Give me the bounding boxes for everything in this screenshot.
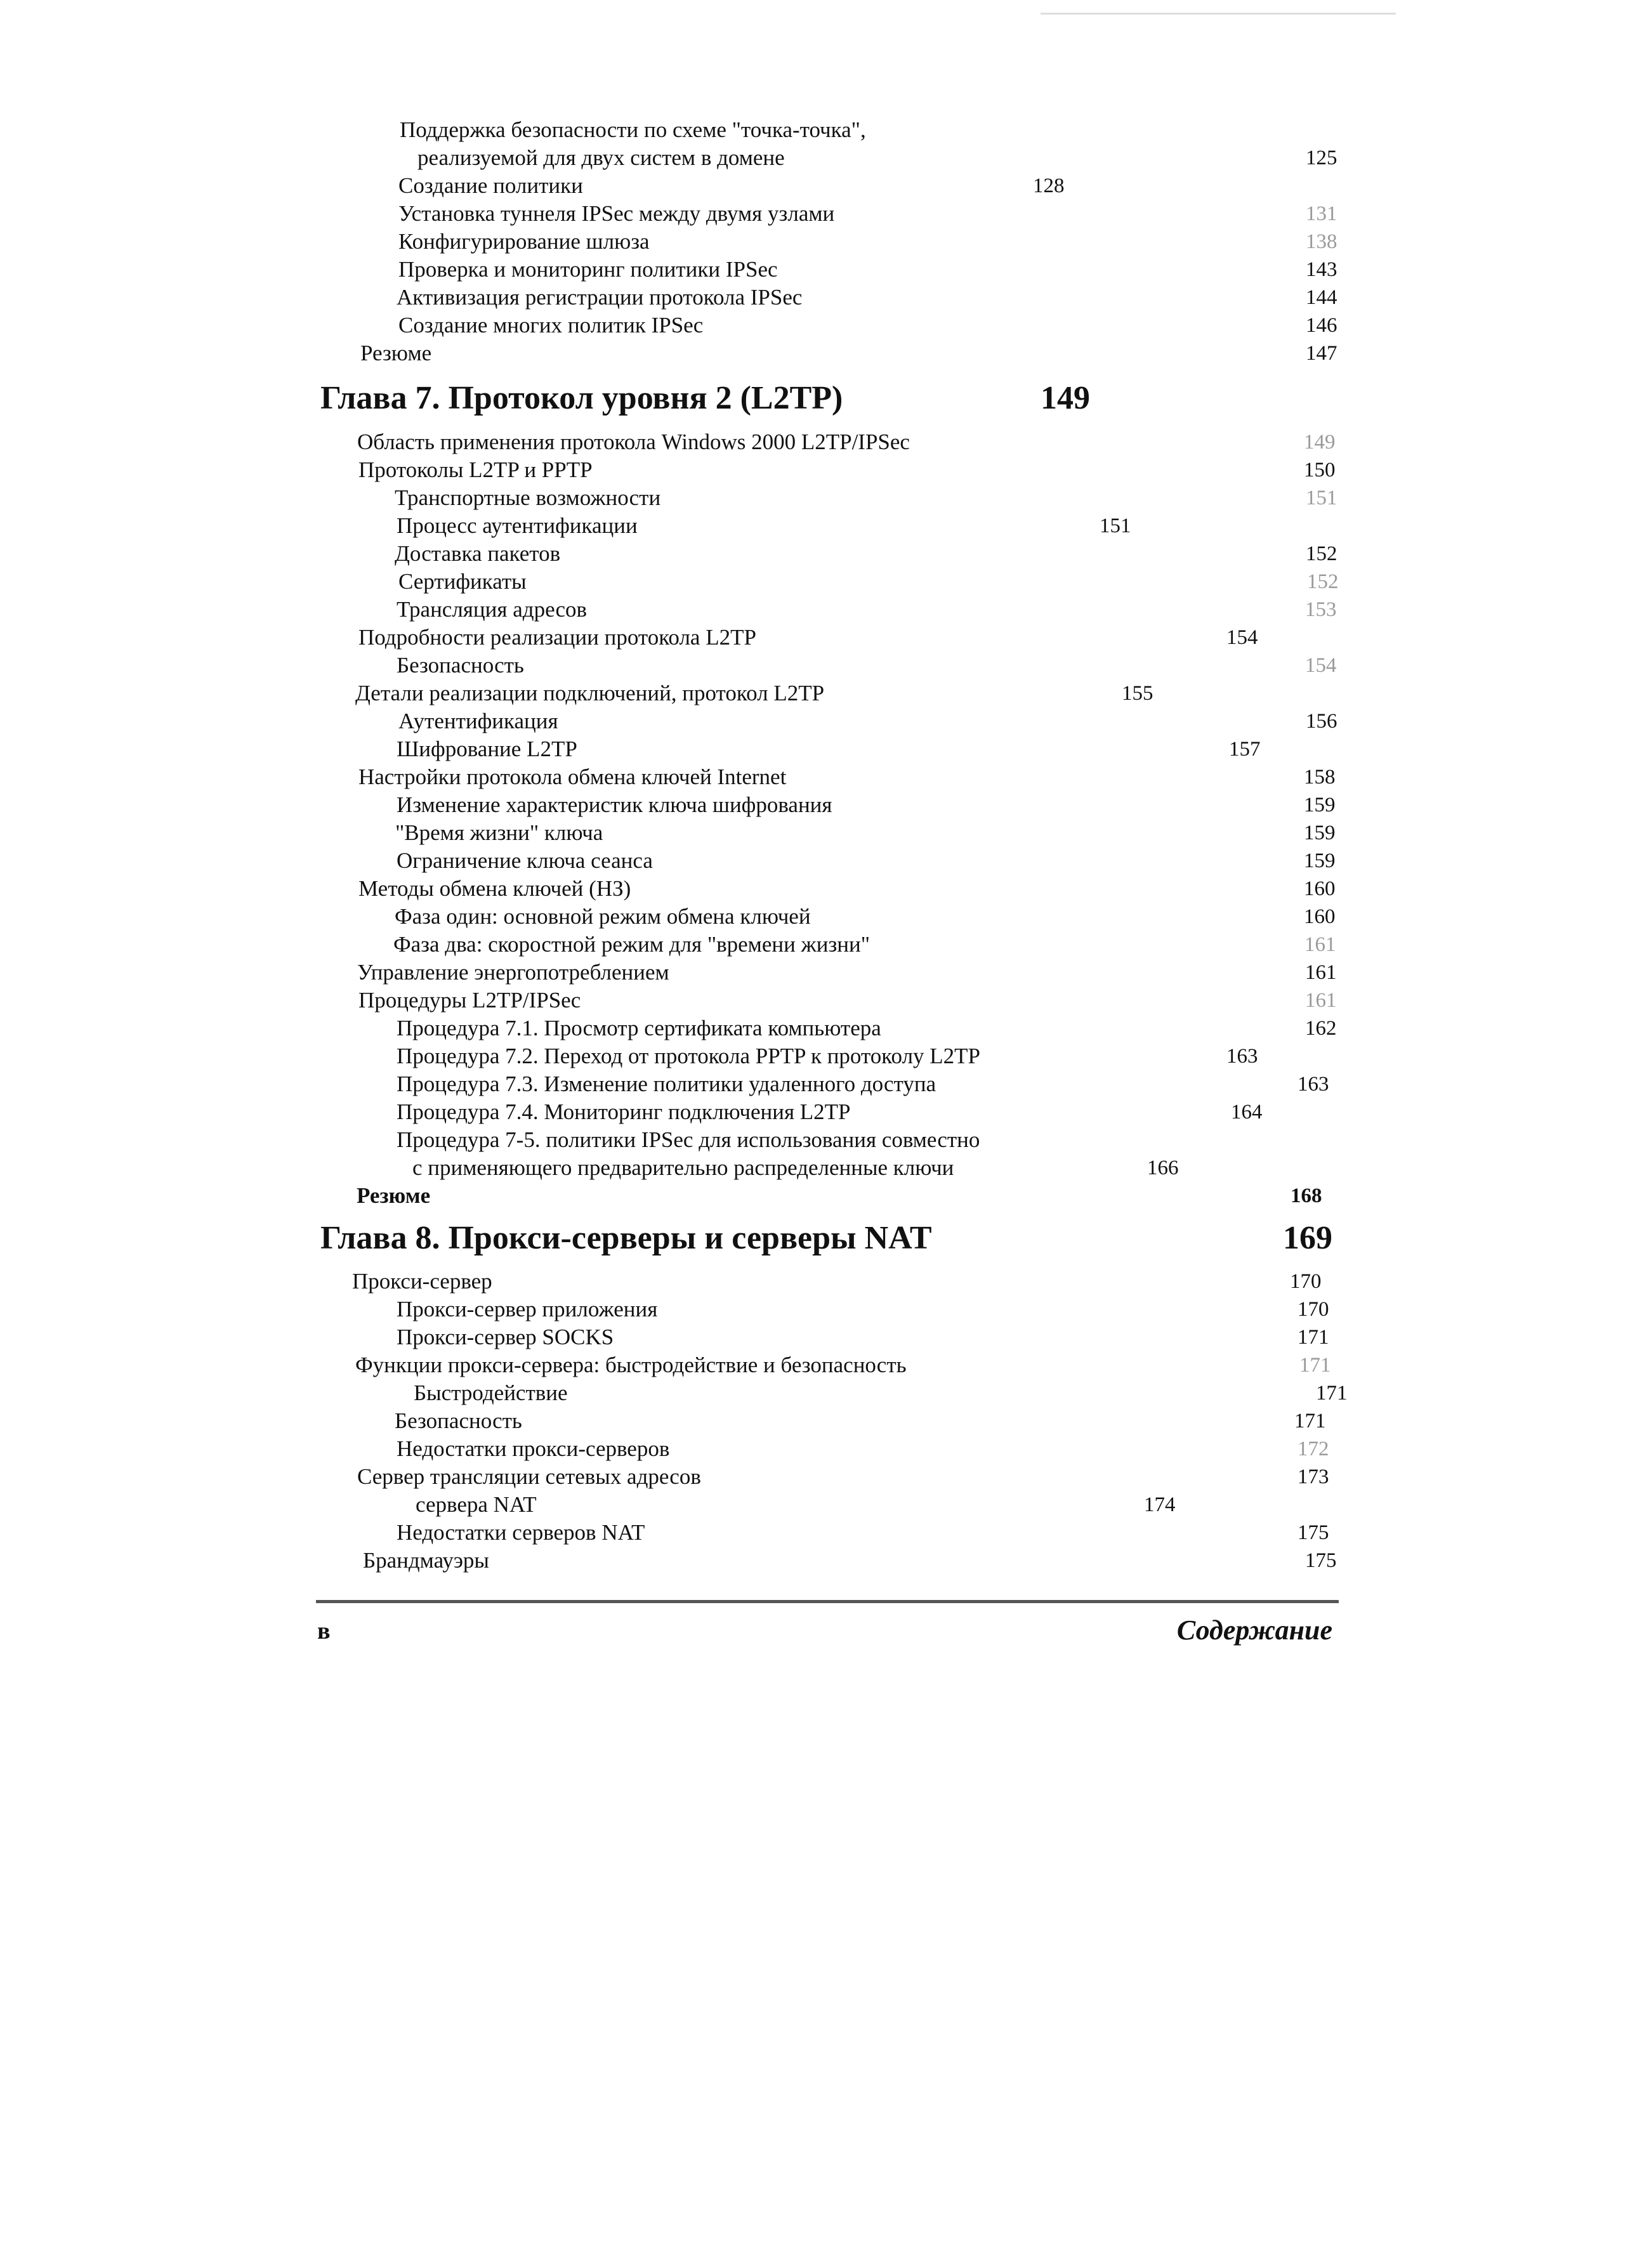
toc-entry[interactable]	[360, 339, 1337, 367]
toc-entry[interactable]	[398, 311, 1337, 339]
toc-entry-page: 153	[1305, 598, 1337, 621]
toc-entry-page: 158	[1304, 766, 1336, 789]
toc-entry-page: 161	[1305, 989, 1337, 1012]
toc-entry-text: Изменение характеристик ключа шифрования	[397, 792, 832, 817]
toc-entry[interactable]	[398, 707, 1337, 735]
toc-entry[interactable]	[358, 987, 1337, 1014]
toc-entry-page: 172	[1297, 1438, 1329, 1460]
toc-entry-text: Трансляция адресов	[397, 597, 588, 622]
toc-entry-text: Подробности реализации протокола L2TP	[358, 625, 756, 650]
toc-entry-page: 163	[1226, 1045, 1258, 1068]
toc-entry[interactable]	[397, 596, 1337, 624]
toc-entry-page: 152	[1307, 570, 1339, 593]
toc-entry[interactable]	[358, 624, 1263, 652]
toc-entry-text: Функции прокси-сервера: быстродействие и безопасность	[355, 1353, 907, 1377]
toc-entry-page: 144	[1306, 286, 1337, 309]
toc-entry[interactable]	[395, 819, 1336, 847]
toc-entry-text: сервера NAT	[416, 1492, 537, 1517]
toc-entry[interactable]	[416, 1491, 1177, 1519]
toc-entry-page: 168	[1291, 1184, 1322, 1207]
chapter-title[interactable]: Глава 8. Прокси-серверы и серверы NAT	[320, 1220, 932, 1256]
toc-entry-text: Настройки протокола обмена ключей Internet	[358, 764, 787, 789]
toc-entry[interactable]	[358, 763, 1336, 791]
toc-entry-page: 143	[1306, 258, 1337, 281]
toc-entry-text: Сертификаты	[398, 569, 527, 594]
toc-entry-page: 171	[1316, 1382, 1348, 1405]
toc-entry-text: Прокси-сервер приложения	[397, 1297, 658, 1321]
toc-entry-text: реализуемой для двух систем в домене	[417, 145, 785, 170]
toc-entry-page: 174	[1144, 1493, 1176, 1516]
toc-entry-page: 175	[1297, 1521, 1329, 1544]
toc-entry[interactable]	[397, 1295, 1332, 1323]
chapter-page: 169	[1283, 1220, 1332, 1256]
toc-entry-page: 163	[1297, 1073, 1329, 1096]
toc-entry-text: Методы обмена ключей (НЗ)	[358, 876, 631, 901]
toc-entry[interactable]	[395, 484, 1337, 512]
footer-page-letter: в	[317, 1618, 331, 1644]
toc-entry[interactable]	[397, 1435, 1332, 1463]
toc-entry-page: 154	[1305, 654, 1337, 677]
toc-entry[interactable]	[397, 284, 1337, 311]
toc-entry-text: Установка туннеля IPSec между двумя узлами	[398, 201, 835, 226]
toc-entry-text: Транспортные возможности	[395, 485, 661, 510]
toc-entry-text: Процедура 7.1. Просмотр сертификата компьютера	[397, 1016, 881, 1040]
toc-entry-text: Управление энергопотреблением	[357, 960, 669, 985]
toc-entry-text: Безопасность	[395, 1408, 522, 1433]
toc-entry[interactable]	[355, 679, 1155, 707]
toc-entry-text: Быстродействие	[414, 1380, 568, 1405]
toc-entry-text: Фаза один: основной режим обмена ключей	[395, 904, 811, 929]
toc-entry-page: 159	[1304, 794, 1336, 816]
toc-entry-text: Детали реализации подключений, протокол L2TP	[355, 681, 825, 705]
toc-entry-text: с применяющего предварительно распределенные ключи	[412, 1155, 954, 1180]
toc-entry[interactable]	[412, 1154, 1186, 1182]
toc-entry[interactable]	[357, 959, 1337, 987]
toc-entry-text: Недостатки прокси-серверов	[397, 1436, 670, 1461]
toc-entry-text: Шифрование L2TP	[397, 737, 577, 761]
toc-entry-page: 161	[1304, 933, 1336, 956]
toc-entry-text: Процедура 7.4. Мониторинг подключения L2TP	[397, 1099, 851, 1124]
toc-entry-text: Поддержка безопасности по схеме "точка-точка",	[400, 117, 866, 142]
toc-entry[interactable]	[358, 456, 1336, 484]
toc-entry-text: Конфигурирование шлюза	[398, 229, 650, 254]
toc-entry[interactable]	[352, 1268, 1332, 1295]
toc-entry-text: Протоколы L2TP и PPTP	[358, 457, 593, 482]
chapter-title[interactable]: Глава 7. Протокол уровня 2 (L2TP)	[320, 380, 843, 416]
toc-entry-page: 131	[1306, 202, 1337, 225]
toc-entry-text: Процесс аутентификации	[397, 513, 638, 538]
toc-entry-page: 151	[1306, 487, 1337, 509]
toc-entry[interactable]	[393, 931, 1336, 959]
toc-entry[interactable]	[397, 512, 1131, 540]
toc-entry[interactable]	[358, 875, 1336, 903]
toc-entry[interactable]	[398, 172, 1065, 200]
toc-entry-page: 156	[1306, 710, 1337, 733]
toc-entry-text: Процедура 7-5. политики IPSec для использования совместно	[397, 1127, 980, 1152]
toc-entry-text: Создание многих политик IPSec	[398, 313, 704, 338]
toc-entry-page: 160	[1304, 905, 1336, 928]
toc-entry-text: Брандмауэры	[363, 1548, 489, 1573]
toc-entry[interactable]	[395, 1407, 1332, 1435]
toc-entry-page: 164	[1231, 1101, 1263, 1124]
chapter-page: 149	[1041, 380, 1090, 416]
toc-entry-page: 170	[1297, 1298, 1329, 1321]
toc-entry-text: Ограничение ключа сеанса	[397, 848, 653, 873]
toc-entry[interactable]	[355, 1351, 1332, 1379]
toc-entry[interactable]	[357, 1182, 1332, 1210]
toc-entry-text: Сервер трансляции сетевых адресов	[357, 1464, 701, 1489]
toc-entry-page: 149	[1304, 431, 1336, 454]
toc-entry-page: 171	[1297, 1326, 1329, 1349]
toc-entry-page: 159	[1304, 822, 1336, 844]
toc-entry[interactable]	[395, 903, 1336, 931]
toc-entry[interactable]	[397, 1519, 1332, 1547]
toc-entry-page: 162	[1305, 1017, 1337, 1040]
toc-entry-page: 175	[1305, 1549, 1337, 1572]
toc-entry-text: Доставка пакетов	[395, 541, 561, 566]
toc-entry[interactable]	[363, 1547, 1337, 1575]
toc-entry-page: 150	[1304, 459, 1336, 482]
toc-entry[interactable]	[398, 200, 1337, 228]
toc-entry-text: Процедуры L2TP/IPSec	[358, 988, 581, 1013]
toc-entry-text: Безопасность	[397, 653, 524, 678]
toc-entry[interactable]	[357, 1463, 1332, 1491]
toc-entry-text: Активизация регистрации протокола IPSec	[397, 285, 803, 310]
toc-entry-page: 170	[1290, 1270, 1322, 1293]
toc-entry-text: "Время жизни" ключа	[395, 820, 603, 845]
toc-entry-page: 152	[1306, 542, 1337, 565]
toc-entry[interactable]	[398, 228, 1337, 256]
toc-entry-page: 155	[1122, 682, 1153, 705]
footer-rule	[316, 1600, 1339, 1603]
toc-entry-text: Резюме	[360, 341, 432, 365]
toc-entry-text: Создание политики	[398, 173, 583, 198]
toc-entry-text: Прокси-сервер	[352, 1269, 492, 1294]
toc-entry-page: 154	[1226, 626, 1258, 649]
footer-section-title: Содержание	[1176, 1615, 1332, 1646]
toc-entry[interactable]	[414, 1379, 1351, 1407]
toc-entry-text: Аутентификация	[398, 709, 558, 733]
toc-entry[interactable]	[397, 1042, 1269, 1070]
toc-entry-page: 171	[1299, 1354, 1331, 1377]
toc-entry[interactable]	[397, 847, 1336, 875]
toc-entry[interactable]	[417, 144, 1337, 172]
toc-entry-page: 128	[1033, 174, 1065, 197]
toc-entry[interactable]	[397, 735, 1272, 763]
toc-entry-page: 160	[1304, 877, 1336, 900]
toc-entry[interactable]	[357, 428, 1336, 456]
toc-entry-text: Процедура 7.3. Изменение политики удаленного доступа	[397, 1072, 936, 1096]
toc-entry-text: Область применения протокола Windows 2000 L2TP/IPSec	[357, 429, 910, 454]
toc-entry-text: Прокси-сервер SOCKS	[397, 1325, 614, 1349]
toc-entry-page: 125	[1306, 147, 1337, 169]
toc-entry-page: 171	[1294, 1410, 1326, 1432]
toc-entry-text: Резюме	[357, 1183, 431, 1208]
toc-entry-text: Проверка и мониторинг политики IPSec	[398, 257, 778, 282]
toc-entry-page: 159	[1304, 849, 1336, 872]
toc-entry-text: Фаза два: скоростной режим для "времени жизни"	[393, 932, 870, 957]
toc-entry[interactable]	[395, 540, 1337, 568]
toc-entry[interactable]	[397, 1070, 1332, 1098]
toc-entry-page: 146	[1306, 314, 1337, 337]
toc-entry-page: 138	[1306, 230, 1337, 253]
toc-entry-page: 147	[1306, 342, 1337, 365]
toc-entry[interactable]	[397, 1323, 1332, 1351]
toc-entry-text: Процедура 7.2. Переход от протокола PPTP к протоколу L2TP	[397, 1044, 981, 1068]
toc-entry-page: 157	[1229, 738, 1261, 761]
toc-entry[interactable]	[397, 791, 1336, 819]
toc-entry[interactable]	[398, 568, 1339, 596]
toc-entry[interactable]	[397, 1098, 1272, 1126]
toc-entry-page: 166	[1147, 1157, 1179, 1179]
toc-entry[interactable]	[397, 652, 1337, 679]
toc-entry[interactable]	[398, 256, 1337, 284]
toc-entry-page: 161	[1305, 961, 1337, 984]
toc-entry-text: Недостатки серверов NAT	[397, 1520, 645, 1545]
toc-entry-page: 151	[1100, 515, 1131, 537]
toc-entry[interactable]	[397, 1014, 1337, 1042]
toc-entry-page: 173	[1297, 1465, 1329, 1488]
